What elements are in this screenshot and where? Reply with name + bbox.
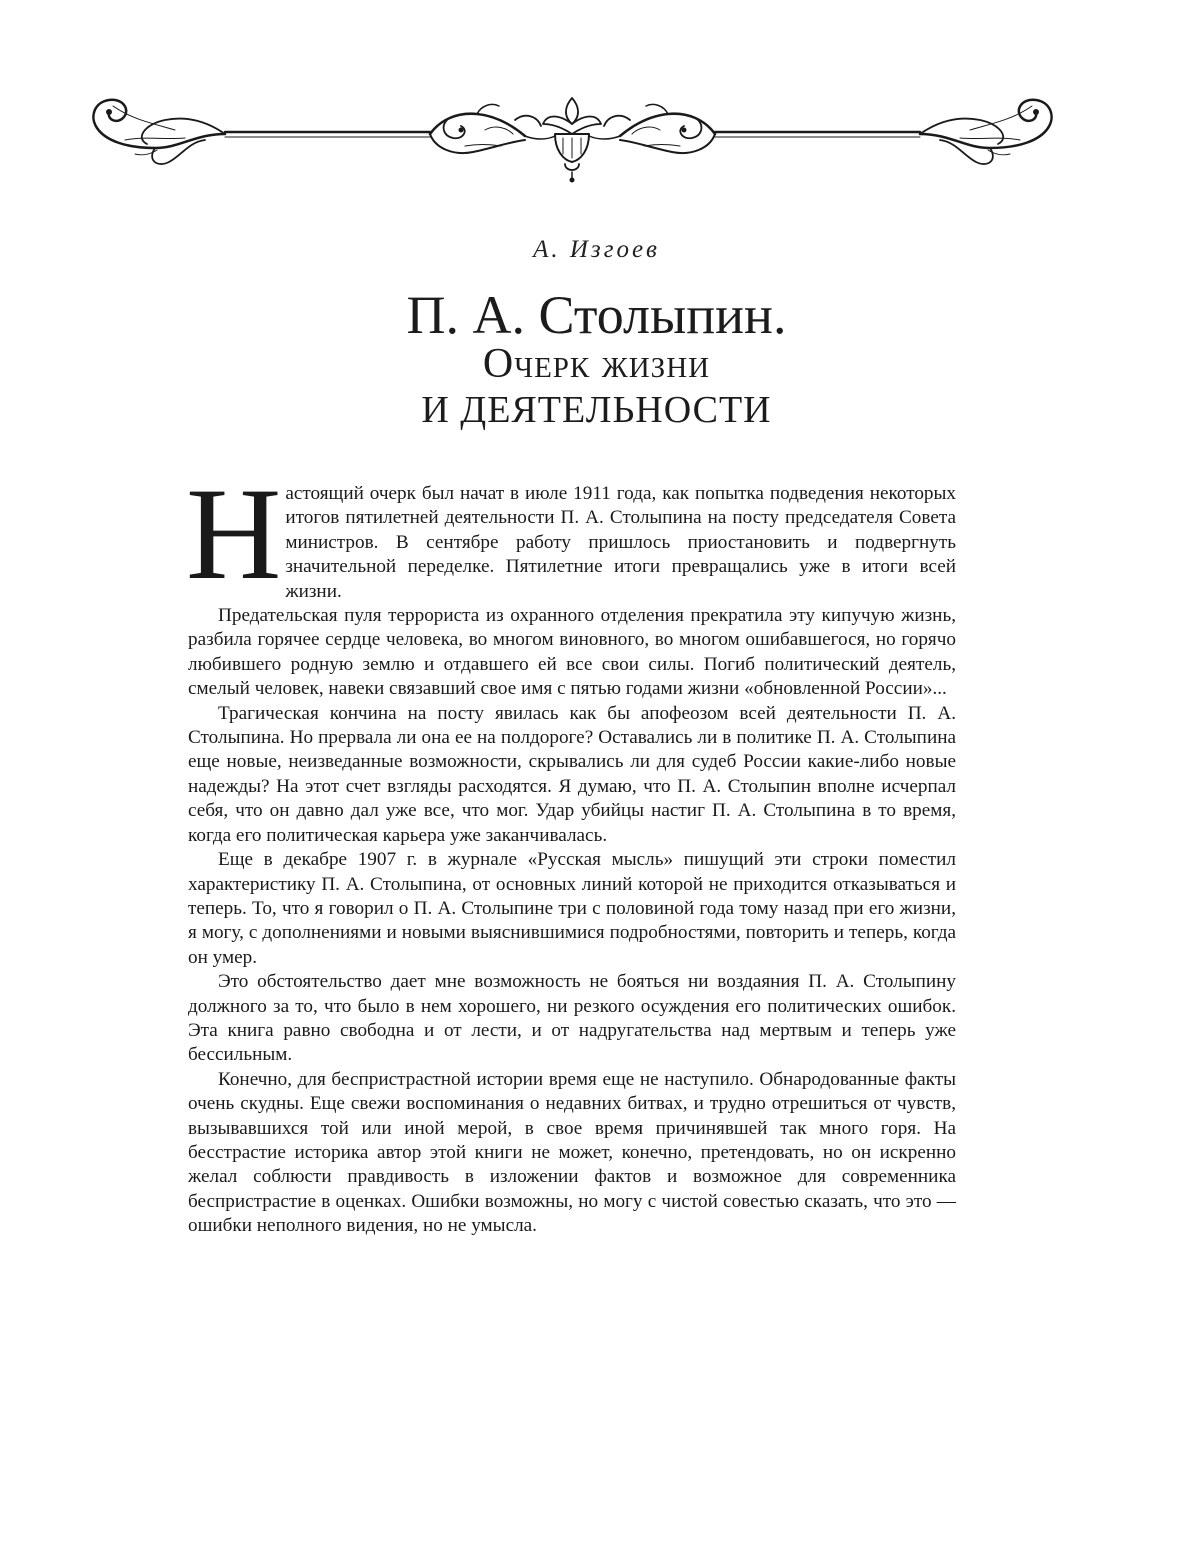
- paragraph-2: Предательская пуля террориста из охранного отделения прекратила эту кипучую жизнь, разбила горячее сердце человека, во многом виновного, во многом ошибавшегося, но горячо любившего родную землю и отдавшего ей все свои силы. Погиб политический деятель, смелый человек, навеки связавший свое имя с пятью годами жизни «обновленной России»...: [188, 605, 956, 700]
- paragraph-6: Конечно, для беспристрастной истории время еще не наступило. Обнародованные факты очень скудны. Еще свежи воспоминания о недавних битвах, и трудно отрешиться от чувств, вызывавшихся той или иной мерой, в свое время причинявшей так много горя. На бесстрастие историка автор этой книги не может, конечно, претендовать, но он искренно желал соблюсти правдивость в изложении фактов и возможное для современника беспристрастие в оценках. Ошибки возможны, но могу с чистой совестью сказать, что это — ошибки неполного видения, но не умысла.: [188, 1068, 956, 1237]
- paragraph-text: астоящий очерк был начат в июле 1911 года, как попытка подведения некоторых итогов пятилетней деятельности П. А. Столыпина на посту председателя Совета министров. В сентябре работу пришлось приостановить и подвергнуть значительной переделке. Пятилетние итоги превращались уже в итоги всей жизни.: [285, 483, 956, 602]
- title-line-3: [0, 388, 1193, 432]
- baroque-ornament-icon: [85, 90, 1060, 185]
- title-line-3-text: И ДЕЯТЕЛЬНОСТИ: [421, 389, 772, 431]
- paragraph-1: [186, 460, 956, 607]
- title-line-2: Очерк жизни: [482, 341, 711, 387]
- author-name: А. Изгоев: [533, 236, 660, 263]
- title-line-1: П. А. Столыпин.: [406, 285, 787, 345]
- paragraph-5: Это обстоятельство дает мне возможность не бояться ни воздаяния П. А. Столыпину должного за то, что было в нем хорошего, ни резкого осуждения его политических ошибок. Эта книга равно свободна и от лести, и от надругательства над мертвым и теперь уже бессильным.: [188, 971, 956, 1066]
- paragraph-4: Еще в декабре 1907 г. в журнале «Русская мысль» пишущий эти строки поместил характеристику П. А. Столыпина, от основных линий которой не приходится отказываться и теперь. То, что я говорил о П. А. Столыпине три с половиной года тому назад при его жизни, я могу, с дополнениями и новыми выяснившимися подробностями, повторить и теперь, когда он умер.: [188, 849, 956, 968]
- paragraph-3: Трагическая кончина на посту явилась как бы апофеозом всей деятельности П. А. Столыпина. Но прервала ли она ее на полдороге? Оставались ли в политике П. А. Столыпина еще новые, неизведанные возможности, скрывались ли для судеб России какие-либо новые надежды? На этот счет взгляды расходятся. Я думаю, что П. А. Столыпин вполне исчерпал себя, что он давно дал уже все, что мог. Удар убийцы настиг П. А. Столыпина в то время, когда его политическая карьера уже заканчивалась.: [188, 702, 956, 846]
- drop-cap: Н: [186, 460, 282, 607]
- article-body: [186, 460, 956, 1239]
